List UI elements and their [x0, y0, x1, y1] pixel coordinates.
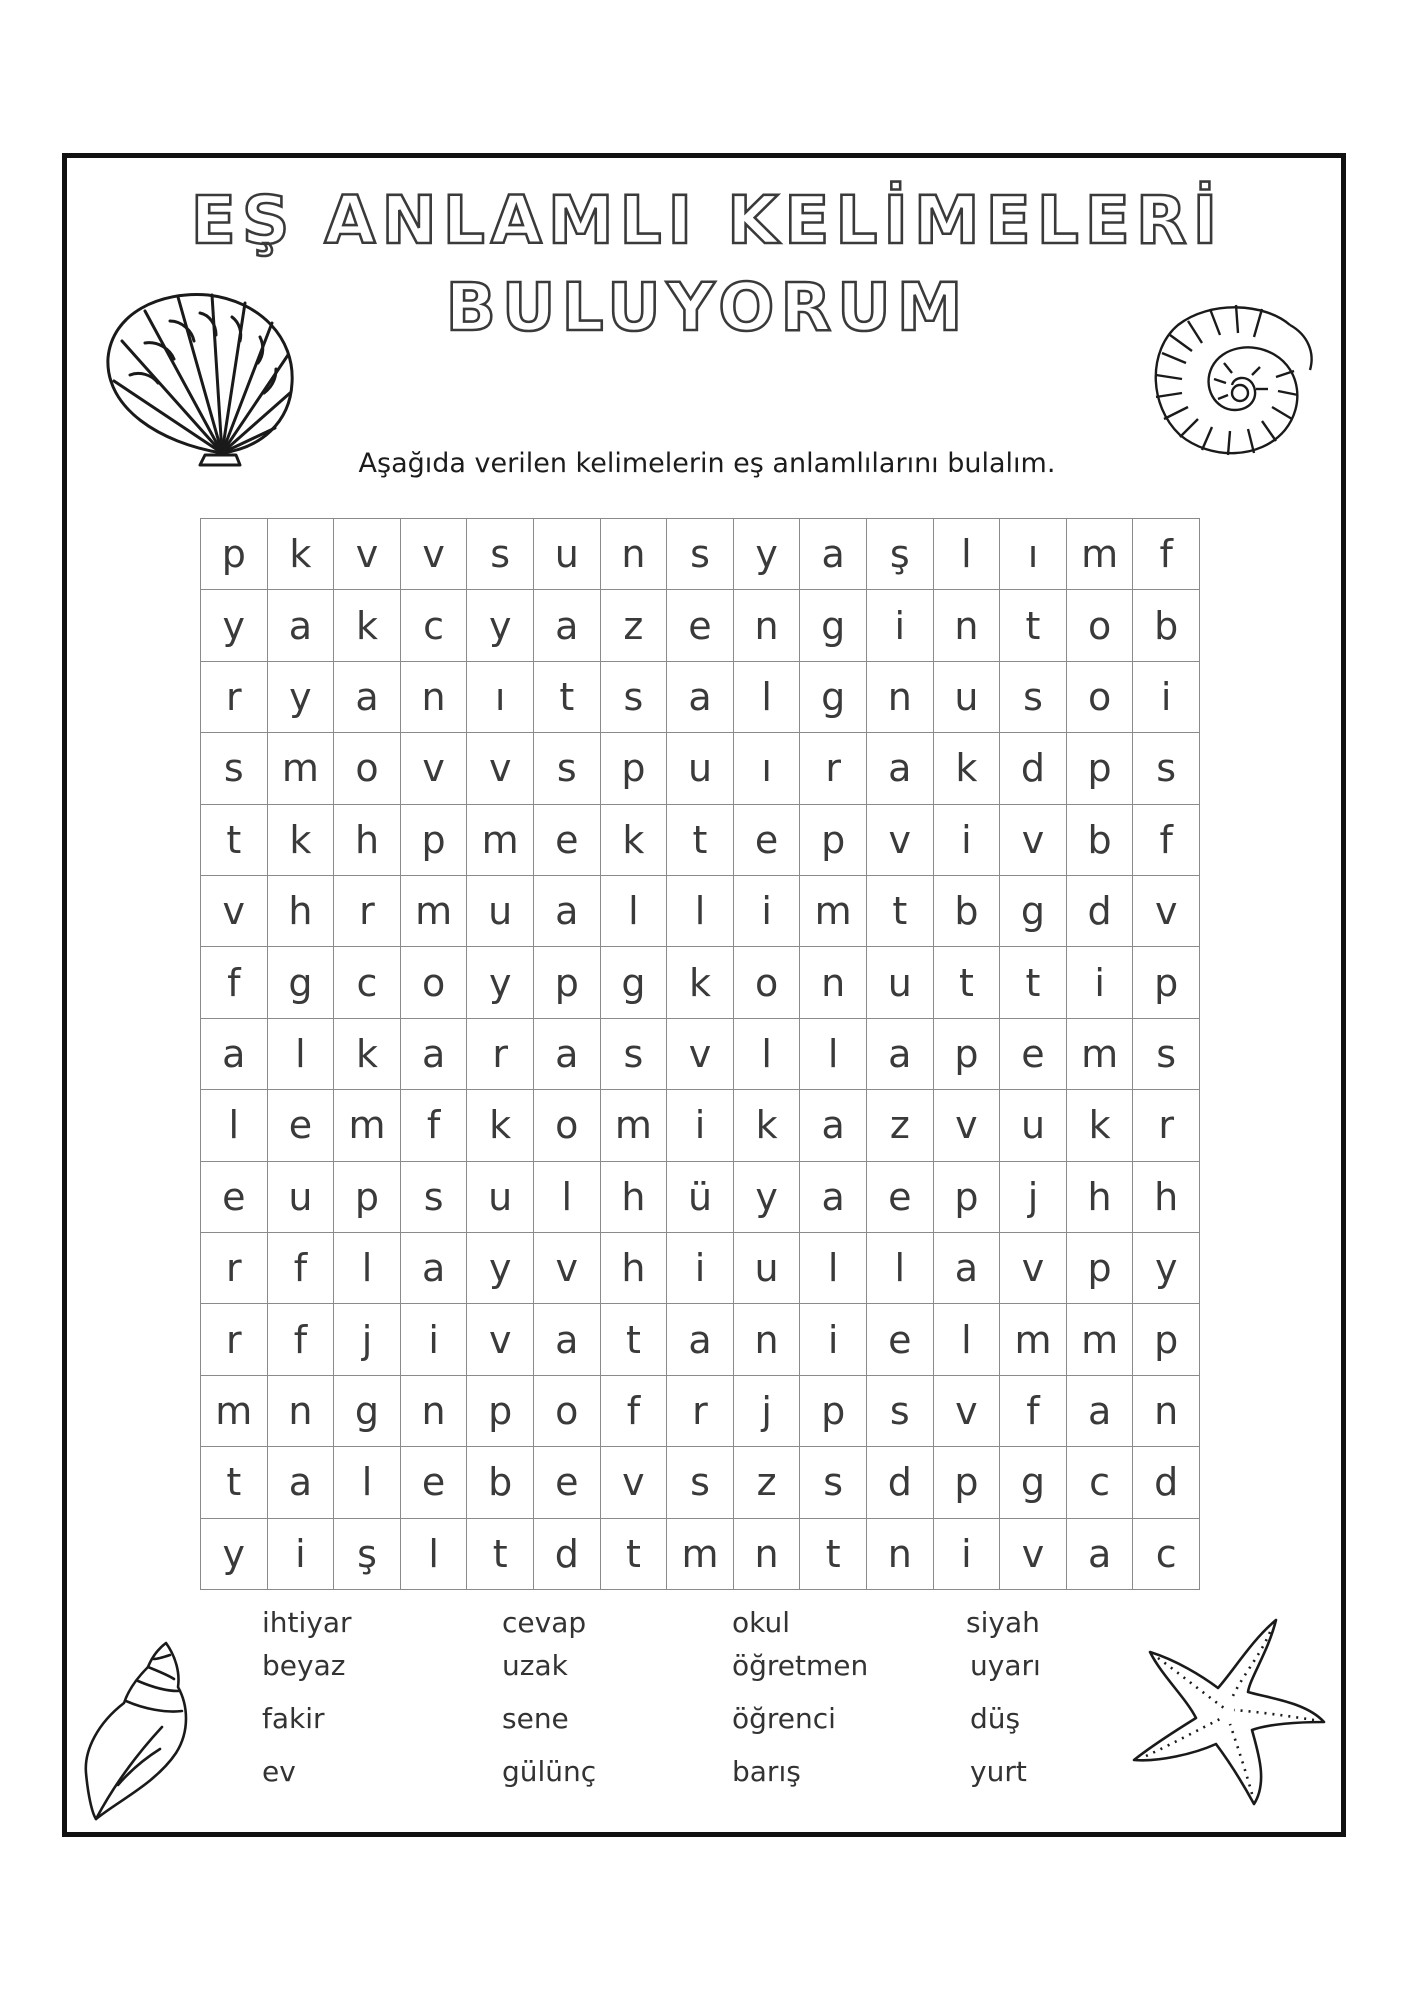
- grid-cell: o: [734, 947, 801, 1018]
- grid-cell: n: [867, 1519, 934, 1590]
- page-title-line-1: EŞ ANLAMLI KELİMELERİ: [190, 182, 1224, 259]
- word-list: [262, 1606, 1122, 1796]
- grid-cell: v: [467, 733, 534, 804]
- grid-cell: l: [934, 1304, 1001, 1375]
- grid-cell: e: [667, 590, 734, 661]
- grid-cell: r: [201, 1304, 268, 1375]
- grid-cell: s: [1133, 1019, 1200, 1090]
- grid-cell: t: [601, 1519, 668, 1590]
- grid-cell: p: [934, 1019, 1001, 1090]
- grid-cell: e: [201, 1162, 268, 1233]
- grid-cell: d: [1133, 1447, 1200, 1518]
- grid-cell: j: [334, 1304, 401, 1375]
- grid-cell: n: [734, 1519, 801, 1590]
- word-list-item: fakir: [262, 1702, 325, 1735]
- grid-cell: a: [401, 1019, 468, 1090]
- grid-cell: k: [734, 1090, 801, 1161]
- grid-cell: v: [1000, 805, 1067, 876]
- grid-cell: n: [734, 1304, 801, 1375]
- grid-cell: a: [268, 590, 335, 661]
- grid-cell: l: [534, 1162, 601, 1233]
- grid-cell: v: [401, 733, 468, 804]
- grid-cell: e: [534, 805, 601, 876]
- grid-cell: r: [334, 876, 401, 947]
- grid-cell: h: [1133, 1162, 1200, 1233]
- grid-cell: g: [1000, 876, 1067, 947]
- word-list-item: okul: [732, 1606, 791, 1639]
- grid-cell: g: [601, 947, 668, 1018]
- grid-cell: n: [867, 662, 934, 733]
- grid-cell: n: [734, 590, 801, 661]
- grid-cell: m: [1067, 1304, 1134, 1375]
- grid-cell: l: [800, 1019, 867, 1090]
- grid-cell: u: [934, 662, 1001, 733]
- grid-cell: s: [401, 1162, 468, 1233]
- grid-cell: i: [1067, 947, 1134, 1018]
- grid-cell: m: [601, 1090, 668, 1161]
- grid-cell: s: [467, 519, 534, 590]
- grid-cell: r: [467, 1019, 534, 1090]
- word-list-item: cevap: [502, 1606, 587, 1639]
- grid-cell: l: [800, 1233, 867, 1304]
- grid-cell: r: [201, 662, 268, 733]
- grid-cell: a: [534, 1304, 601, 1375]
- grid-cell: t: [867, 876, 934, 947]
- grid-cell: a: [401, 1233, 468, 1304]
- grid-cell: a: [867, 1019, 934, 1090]
- grid-cell: d: [867, 1447, 934, 1518]
- grid-cell: h: [1067, 1162, 1134, 1233]
- grid-cell: s: [201, 733, 268, 804]
- grid-cell: f: [268, 1304, 335, 1375]
- grid-cell: m: [1067, 1019, 1134, 1090]
- grid-cell: i: [934, 805, 1001, 876]
- grid-cell: f: [1133, 805, 1200, 876]
- grid-cell: v: [934, 1376, 1001, 1447]
- word-list-item: siyah: [966, 1606, 1040, 1639]
- grid-cell: k: [467, 1090, 534, 1161]
- grid-cell: v: [601, 1447, 668, 1518]
- conch-shell-icon: [78, 1635, 193, 1825]
- grid-cell: t: [201, 805, 268, 876]
- grid-cell: y: [734, 1162, 801, 1233]
- grid-cell: l: [734, 662, 801, 733]
- grid-cell: t: [201, 1447, 268, 1518]
- grid-cell: d: [1000, 733, 1067, 804]
- grid-cell: c: [401, 590, 468, 661]
- grid-cell: c: [1067, 1447, 1134, 1518]
- grid-cell: u: [534, 519, 601, 590]
- grid-cell: f: [401, 1090, 468, 1161]
- grid-cell: a: [268, 1447, 335, 1518]
- grid-cell: k: [334, 590, 401, 661]
- grid-cell: v: [334, 519, 401, 590]
- grid-cell: y: [467, 1233, 534, 1304]
- word-list-item: barış: [732, 1755, 801, 1788]
- grid-cell: ü: [667, 1162, 734, 1233]
- grid-cell: v: [867, 805, 934, 876]
- grid-cell: l: [601, 876, 668, 947]
- grid-cell: ı: [467, 662, 534, 733]
- grid-cell: ş: [334, 1519, 401, 1590]
- grid-cell: b: [1133, 590, 1200, 661]
- grid-cell: m: [268, 733, 335, 804]
- grid-cell: e: [1000, 1019, 1067, 1090]
- grid-cell: d: [1067, 876, 1134, 947]
- grid-cell: m: [334, 1090, 401, 1161]
- grid-cell: ı: [734, 733, 801, 804]
- grid-cell: k: [268, 519, 335, 590]
- grid-cell: z: [867, 1090, 934, 1161]
- grid-cell: y: [1133, 1233, 1200, 1304]
- grid-cell: o: [534, 1090, 601, 1161]
- grid-cell: p: [467, 1376, 534, 1447]
- grid-cell: v: [1000, 1233, 1067, 1304]
- grid-cell: c: [334, 947, 401, 1018]
- grid-cell: l: [268, 1019, 335, 1090]
- grid-cell: p: [534, 947, 601, 1018]
- grid-cell: v: [401, 519, 468, 590]
- grid-cell: i: [268, 1519, 335, 1590]
- grid-cell: p: [334, 1162, 401, 1233]
- grid-cell: o: [401, 947, 468, 1018]
- grid-cell: s: [867, 1376, 934, 1447]
- grid-cell: m: [201, 1376, 268, 1447]
- grid-cell: t: [467, 1519, 534, 1590]
- grid-cell: p: [1133, 947, 1200, 1018]
- grid-cell: m: [800, 876, 867, 947]
- grid-cell: y: [201, 590, 268, 661]
- grid-cell: a: [1067, 1376, 1134, 1447]
- grid-cell: m: [1000, 1304, 1067, 1375]
- grid-cell: s: [800, 1447, 867, 1518]
- grid-cell: y: [467, 947, 534, 1018]
- grid-cell: a: [934, 1233, 1001, 1304]
- grid-cell: u: [467, 1162, 534, 1233]
- grid-cell: y: [268, 662, 335, 733]
- word-list-item: uzak: [502, 1649, 568, 1682]
- grid-cell: o: [1067, 662, 1134, 733]
- grid-cell: u: [1000, 1090, 1067, 1161]
- grid-cell: i: [1133, 662, 1200, 733]
- grid-cell: y: [201, 1519, 268, 1590]
- grid-cell: k: [1067, 1090, 1134, 1161]
- grid-cell: c: [1133, 1519, 1200, 1590]
- word-list-item: gülünç: [502, 1755, 597, 1788]
- grid-cell: t: [601, 1304, 668, 1375]
- grid-cell: i: [734, 876, 801, 947]
- grid-cell: a: [534, 1019, 601, 1090]
- grid-cell: i: [667, 1233, 734, 1304]
- grid-cell: p: [1067, 1233, 1134, 1304]
- grid-cell: e: [401, 1447, 468, 1518]
- grid-cell: a: [800, 519, 867, 590]
- word-search-grid: [200, 518, 1200, 1590]
- grid-cell: f: [1133, 519, 1200, 590]
- grid-cell: m: [1067, 519, 1134, 590]
- grid-cell: a: [534, 876, 601, 947]
- grid-cell: ı: [1000, 519, 1067, 590]
- grid-cell: p: [1133, 1304, 1200, 1375]
- grid-cell: v: [934, 1090, 1001, 1161]
- grid-cell: i: [667, 1090, 734, 1161]
- grid-cell: a: [667, 662, 734, 733]
- grid-cell: k: [934, 733, 1001, 804]
- grid-cell: e: [867, 1162, 934, 1233]
- grid-cell: o: [334, 733, 401, 804]
- grid-cell: n: [800, 947, 867, 1018]
- instruction-text: Aşağıda verilen kelimelerin eş anlamlılarını bulalım.: [358, 448, 1056, 479]
- grid-cell: r: [800, 733, 867, 804]
- grid-cell: b: [467, 1447, 534, 1518]
- grid-cell: n: [601, 519, 668, 590]
- grid-cell: h: [268, 876, 335, 947]
- grid-cell: v: [534, 1233, 601, 1304]
- grid-cell: a: [334, 662, 401, 733]
- grid-cell: i: [867, 590, 934, 661]
- grid-cell: u: [867, 947, 934, 1018]
- grid-cell: h: [334, 805, 401, 876]
- grid-cell: k: [667, 947, 734, 1018]
- grid-cell: b: [934, 876, 1001, 947]
- grid-cell: s: [1133, 733, 1200, 804]
- grid-cell: g: [268, 947, 335, 1018]
- grid-cell: a: [867, 733, 934, 804]
- grid-cell: t: [934, 947, 1001, 1018]
- grid-cell: s: [601, 1019, 668, 1090]
- grid-cell: s: [534, 733, 601, 804]
- grid-cell: r: [201, 1233, 268, 1304]
- word-list-item: sene: [502, 1702, 569, 1735]
- grid-cell: g: [1000, 1447, 1067, 1518]
- grid-cell: m: [401, 876, 468, 947]
- grid-cell: l: [934, 519, 1001, 590]
- grid-cell: v: [1000, 1519, 1067, 1590]
- grid-cell: p: [934, 1447, 1001, 1518]
- grid-cell: i: [934, 1519, 1001, 1590]
- grid-cell: a: [800, 1162, 867, 1233]
- grid-cell: a: [534, 590, 601, 661]
- grid-cell: l: [334, 1233, 401, 1304]
- grid-cell: p: [800, 1376, 867, 1447]
- grid-cell: a: [800, 1090, 867, 1161]
- grid-cell: p: [1067, 733, 1134, 804]
- grid-cell: k: [601, 805, 668, 876]
- grid-cell: f: [201, 947, 268, 1018]
- grid-cell: f: [1000, 1376, 1067, 1447]
- grid-cell: v: [467, 1304, 534, 1375]
- word-list-item: öğrenci: [732, 1702, 836, 1735]
- grid-cell: p: [601, 733, 668, 804]
- grid-cell: p: [201, 519, 268, 590]
- grid-cell: l: [867, 1233, 934, 1304]
- grid-cell: a: [1067, 1519, 1134, 1590]
- grid-cell: u: [268, 1162, 335, 1233]
- grid-cell: b: [1067, 805, 1134, 876]
- grid-cell: j: [734, 1376, 801, 1447]
- grid-cell: l: [201, 1090, 268, 1161]
- grid-cell: t: [534, 662, 601, 733]
- grid-cell: g: [800, 590, 867, 661]
- grid-cell: n: [401, 662, 468, 733]
- grid-cell: l: [401, 1519, 468, 1590]
- word-list-item: ihtiyar: [262, 1606, 352, 1639]
- grid-cell: m: [467, 805, 534, 876]
- grid-cell: e: [734, 805, 801, 876]
- grid-cell: u: [667, 733, 734, 804]
- grid-cell: e: [867, 1304, 934, 1375]
- grid-cell: z: [601, 590, 668, 661]
- word-list-item: ev: [262, 1755, 296, 1788]
- grid-cell: i: [800, 1304, 867, 1375]
- grid-cell: o: [1067, 590, 1134, 661]
- grid-cell: n: [401, 1376, 468, 1447]
- grid-cell: d: [534, 1519, 601, 1590]
- grid-cell: n: [268, 1376, 335, 1447]
- grid-cell: z: [734, 1447, 801, 1518]
- grid-cell: a: [201, 1019, 268, 1090]
- grid-cell: r: [1133, 1090, 1200, 1161]
- grid-cell: o: [534, 1376, 601, 1447]
- grid-cell: h: [601, 1162, 668, 1233]
- word-list-item: beyaz: [262, 1649, 346, 1682]
- grid-cell: t: [800, 1519, 867, 1590]
- grid-cell: g: [334, 1376, 401, 1447]
- word-list-item: öğretmen: [732, 1649, 869, 1682]
- grid-cell: y: [467, 590, 534, 661]
- grid-cell: s: [1000, 662, 1067, 733]
- grid-cell: u: [467, 876, 534, 947]
- grid-cell: l: [734, 1019, 801, 1090]
- word-list-item: yurt: [970, 1755, 1027, 1788]
- ammonite-shell-icon: [1140, 295, 1320, 465]
- grid-cell: p: [934, 1162, 1001, 1233]
- grid-cell: g: [800, 662, 867, 733]
- grid-cell: u: [734, 1233, 801, 1304]
- word-list-item: düş: [970, 1702, 1021, 1735]
- grid-cell: m: [667, 1519, 734, 1590]
- grid-cell: n: [1133, 1376, 1200, 1447]
- grid-cell: n: [934, 590, 1001, 661]
- grid-cell: t: [1000, 947, 1067, 1018]
- grid-cell: k: [334, 1019, 401, 1090]
- grid-cell: j: [1000, 1162, 1067, 1233]
- grid-cell: h: [601, 1233, 668, 1304]
- grid-cell: k: [268, 805, 335, 876]
- starfish-icon: [1128, 1612, 1328, 1812]
- grid-cell: v: [201, 876, 268, 947]
- grid-cell: v: [667, 1019, 734, 1090]
- grid-cell: e: [534, 1447, 601, 1518]
- grid-cell: t: [1000, 590, 1067, 661]
- grid-cell: l: [334, 1447, 401, 1518]
- grid-cell: s: [667, 1447, 734, 1518]
- grid-cell: i: [401, 1304, 468, 1375]
- grid-cell: ş: [867, 519, 934, 590]
- grid-cell: e: [268, 1090, 335, 1161]
- grid-cell: a: [667, 1304, 734, 1375]
- grid-cell: p: [800, 805, 867, 876]
- grid-cell: f: [268, 1233, 335, 1304]
- word-list-item: uyarı: [970, 1649, 1041, 1682]
- scallop-shell-icon: [100, 283, 300, 468]
- grid-cell: l: [667, 876, 734, 947]
- grid-cell: s: [667, 519, 734, 590]
- grid-cell: p: [401, 805, 468, 876]
- grid-cell: v: [1133, 876, 1200, 947]
- grid-cell: t: [667, 805, 734, 876]
- grid-cell: y: [734, 519, 801, 590]
- page-title-line-2: BULUYORUM: [445, 269, 969, 346]
- grid-cell: f: [601, 1376, 668, 1447]
- grid-cell: s: [601, 662, 668, 733]
- grid-cell: r: [667, 1376, 734, 1447]
